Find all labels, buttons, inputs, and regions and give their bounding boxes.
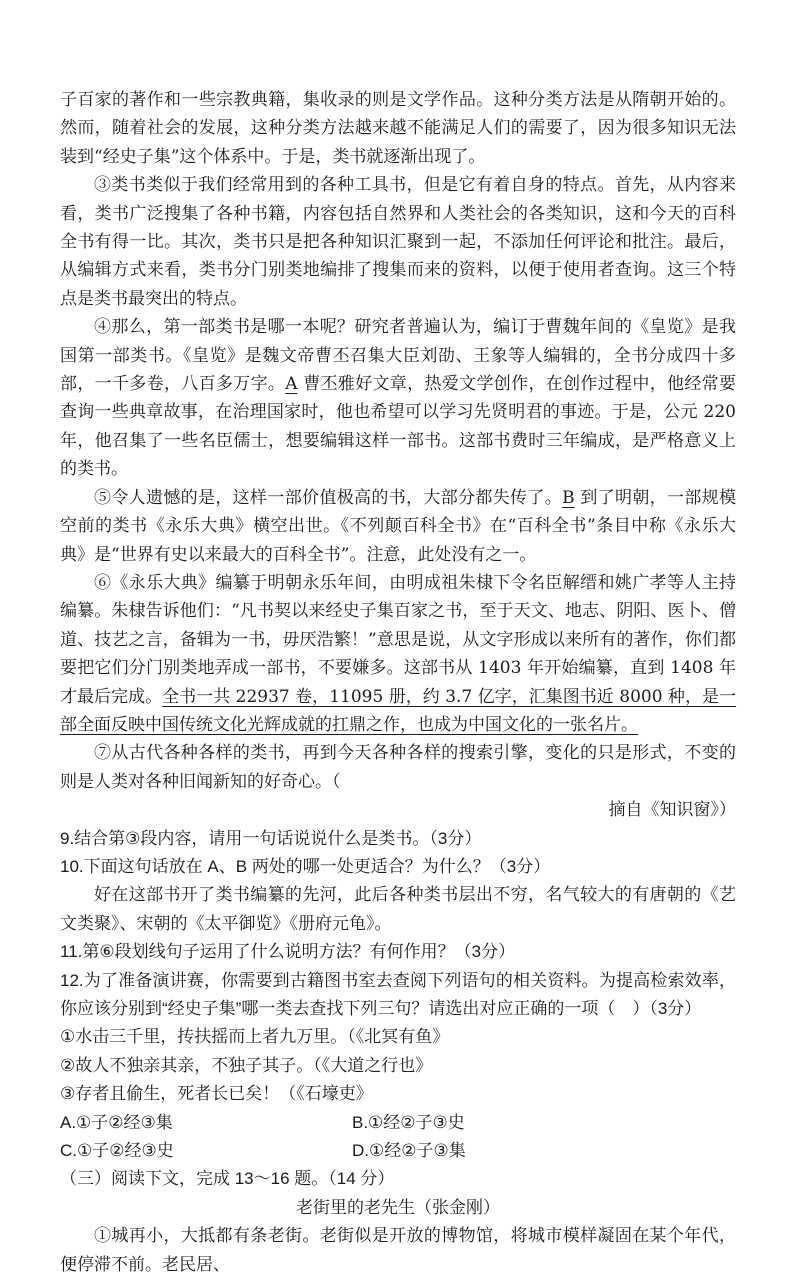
text-segment: 曹丕雅好文章，热爱文学创作，在创作过程中，他经常要查询一些典章故事，在治理国家时，他也希望可以学习先贤明君的事迹。于是，公元 220 年，他召集了一些名臣儒士，想要编辑这样一部书。这部书费时三年编成，是严格意义上的类书。 xyxy=(60,374,737,480)
passage-paragraph xyxy=(60,171,736,313)
text-segment: ④那么，第一部类书是哪一本呢？研究者普遍认为，编订于曹魏年间的《皇览》是我国第一部类书。《皇览》是魏文帝曹丕召集大臣刘劭、王象等人编辑的，全书分成四十多部，一千多卷，八百多万字。 xyxy=(60,317,736,395)
passage-paragraph xyxy=(60,569,736,739)
section-three-heading: （三）阅读下文，完成 13～16 题。（14 分） xyxy=(60,1169,395,1189)
passage-1 xyxy=(60,86,736,796)
text-segment: 到了明朝，一部规模空前的类书《永乐大典》横空出世。《不列颠百科全书》在“百科全书”条目中称《永乐大典》是“世界有史以来最大的百科全书”。注意，此处没有之一。 xyxy=(60,487,737,565)
underlined-text: 全书一共 22937 卷，11095 册，约 3.7 亿字，汇集图书近 8000 种，是一部全面反映中国传统文化光辉成就的扛鼎之作，也成为中国文化的一张名片。 xyxy=(60,686,737,735)
passage-2-title: 老街里的老先生（张金刚） xyxy=(296,1197,500,1218)
text-segment: ⑦从古代各种各样的类书，再到今天各种各样的搜索引擎，变化的只是形式，不变的则是人类对各种旧闻新知的好奇心。（ xyxy=(60,743,736,792)
questions-block xyxy=(60,825,736,1166)
text-segment: ③类书类似于我们经常用到的各种工具书，但是它有着自身的特点。首先，从内容来看，类书广泛搜集了各种书籍，内容包括自然界和人类社会的各类知识，这和今天的百科全书有得一比。其次，类书只是把各种知识汇聚到一起，不添加任何评论和批注。最后，从编辑方式来看，类书分门别类地编排了搜集而来的资料，以便于使用者查询。这三个特点是类书最突出的特点。 xyxy=(60,175,736,309)
option-row xyxy=(60,1109,736,1137)
passage-1-source: 摘自《知识窗》） xyxy=(608,800,736,821)
passage-paragraph xyxy=(60,313,736,483)
option-B: B.①经②子③史 xyxy=(352,1112,465,1132)
text-segment: ⑥《永乐大典》编纂于明朝永乐年间，由明成祖朱棣下令名臣解缙和姚广孝等人主持编纂。朱棣告诉他们：“凡书契以来经史子集百家之书，至于天文、地志、阴阳、医卜、僧道、技艺之言，备辑为一书，毋厌浩繁！”意思是说，从文字形成以来所有的著作，你们都要把它们分门别类地弄成一部书，不要嫌多。这部书从 1403 年开始编纂，直到 1408 年才最后完成。 xyxy=(60,572,736,707)
passage-paragraph xyxy=(60,739,736,796)
passage-paragraph xyxy=(60,484,736,569)
question-12-item-3: ③存者且偷生，死者长已矣！（《石壕吏》 xyxy=(60,1084,373,1104)
option-row xyxy=(60,1137,736,1165)
question-12-item-2: ②故人不独亲其亲，不独子其子。（《大道之行也》 xyxy=(60,1055,433,1075)
passage-paragraph xyxy=(60,86,736,171)
text-segment: ⑤令人遗憾的是，这样一部价值极高的书，大部分都失传了。 xyxy=(94,487,563,508)
question-12-stem: 12.为了准备演讲赛，你需要到古籍图书室去查阅下列语句的相关资料。为提高检索效率，你应该分别到“经史子集”哪一类去查找下列三句？请选出对应正确的一项（ ）（3分） xyxy=(60,970,736,1018)
question-10-quote: 好在这部书开了类书编纂的先河，此后各种类书层出不穷，名气较大的有唐朝的《艺文类聚》、宋朝的《太平御览》《册府元龟》。 xyxy=(60,885,736,934)
question-12-item-1: ①水击三千里，抟扶摇而上者九万里。（《北冥有鱼》 xyxy=(60,1027,450,1047)
passage-2-paragraph-1: ①城再小，大抵都有条老街。老街似是开放的博物馆，将城市模样凝固在某个年代，便停滞不前。老民居、 xyxy=(60,1226,736,1275)
option-D: D.①经②子③集 xyxy=(352,1141,466,1161)
underlined-text: B xyxy=(562,487,575,508)
text-segment: 子百家的著作和一些宗教典籍，集收录的则是文学作品。这种分类方法是从隋朝开始的。然而，随着社会的发展，这种分类方法越来越不能满足人们的需要了，因为很多知识无法装到“经史子集”这个体系中。于是，类书就逐渐出现了。 xyxy=(60,90,736,167)
underlined-text: A xyxy=(285,374,298,395)
option-C: C.①子②经③史 xyxy=(60,1141,174,1161)
question-9-stem: 9.结合第③段内容，请用一句话说说什么是类书。（3分） xyxy=(60,828,482,848)
option-A: A.①子②经③集 xyxy=(60,1112,173,1132)
question-11-stem: 11.第⑥段划线句子运用了什么说明方法？有何作用？（3分） xyxy=(60,942,516,962)
question-10-stem: 10.下面这句话放在 A、B 两处的哪一处更适合？为什么？（3分） xyxy=(60,856,551,876)
